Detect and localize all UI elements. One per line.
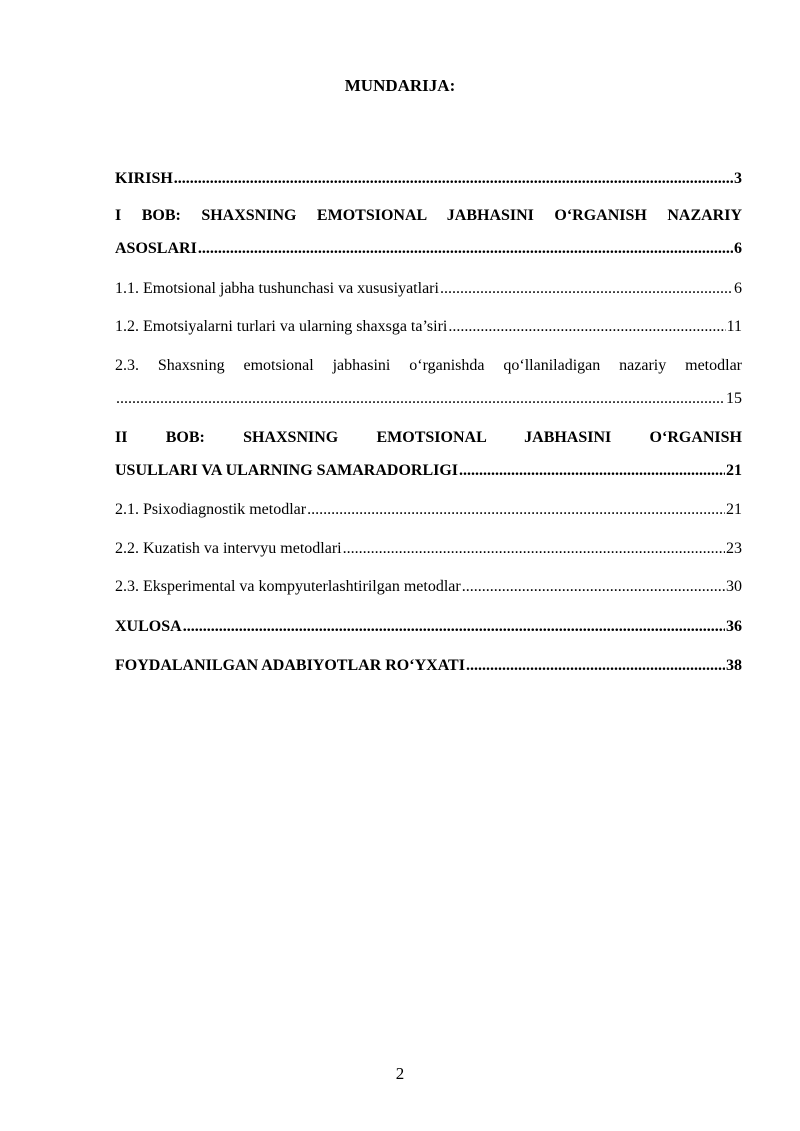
- dot-leader: [466, 656, 725, 676]
- toc-entry-label: 1.2. Emotsiyalarni turlari va ularning shaxsga ta’siri: [115, 318, 448, 335]
- toc-page-number: 30: [726, 578, 742, 595]
- toc-entry-label: 2.1. Psixodiagnostik metodlar: [115, 501, 307, 518]
- toc-entry-label: ASOSLARI: [115, 240, 197, 257]
- toc-entry-2-3a-line1[interactable]: [115, 356, 742, 376]
- toc-entry-label: KIRISH: [115, 170, 173, 187]
- toc-entry-xulosa[interactable]: [115, 617, 742, 637]
- toc-title: MUNDARIJA:: [344, 76, 456, 95]
- toc-entry-bob2[interactable]: [115, 461, 742, 481]
- toc-entry-label: II BOB: SHAXSNING EMOTSIONAL JABHASINI O‘RGANISH: [115, 429, 742, 446]
- dot-leader: [116, 389, 725, 409]
- dot-leader: [174, 169, 733, 189]
- toc-page-number: 21: [726, 462, 742, 479]
- page-number: 2: [395, 1064, 405, 1083]
- dot-leader: [307, 500, 725, 520]
- toc-entry-1-1[interactable]: [115, 279, 742, 299]
- toc-entry-label: 2.2. Kuzatish va intervyu metodlari: [115, 540, 342, 557]
- toc-page-number: 15: [726, 390, 742, 407]
- toc-entry-label: USULLARI VA ULARNING SAMARADORLIGI: [115, 462, 459, 479]
- dot-leader: [183, 617, 725, 637]
- toc-entry-adabiyotlar[interactable]: [115, 656, 742, 676]
- toc-page-number: 11: [726, 318, 742, 335]
- dot-leader: [343, 539, 725, 559]
- toc-page-number: 21: [726, 501, 742, 518]
- toc-entry-label: FOYDALANILGAN ADABIYOTLAR RO‘YXATI: [115, 657, 465, 674]
- toc-entry-2-3a[interactable]: [115, 389, 742, 409]
- toc-page-number: 3: [734, 170, 742, 187]
- toc-entry-2-1[interactable]: [115, 500, 742, 520]
- toc-entry-bob1[interactable]: [115, 239, 742, 259]
- toc-entry-label: 1.1. Emotsional jabha tushunchasi va xususiyatlari: [115, 280, 439, 297]
- toc-entry-2-3[interactable]: [115, 577, 742, 597]
- toc-entry-bob1-line1[interactable]: [115, 206, 742, 226]
- toc-entry-kirish[interactable]: [115, 169, 742, 189]
- toc-entry-bob2-line1[interactable]: [115, 428, 742, 448]
- toc-entry-2-2[interactable]: [115, 539, 742, 559]
- dot-leader: [448, 317, 725, 337]
- toc-entry-label: XULOSA: [115, 618, 182, 635]
- dot-leader: [462, 577, 725, 597]
- dot-leader: [459, 461, 725, 481]
- toc-page-number: 38: [726, 657, 742, 674]
- toc-page-number: 6: [734, 240, 742, 257]
- toc-entry-label: 2.3. Shaxsning emotsional jabhasini o‘rganishda qo‘llaniladigan nazariy metodlar: [115, 357, 742, 374]
- toc-page-number: 36: [726, 618, 742, 635]
- toc-page-number: 23: [726, 540, 742, 557]
- toc-entry-label: I BOB: SHAXSNING EMOTSIONAL JABHASINI O‘RGANISH NAZARIY: [115, 207, 742, 224]
- dot-leader: [440, 279, 733, 299]
- toc-entry-label: 2.3. Eksperimental va kompyuterlashtirilgan metodlar: [115, 578, 461, 595]
- toc-entry-1-2[interactable]: [115, 317, 742, 337]
- dot-leader: [198, 239, 733, 259]
- toc-page-number: 6: [734, 280, 742, 297]
